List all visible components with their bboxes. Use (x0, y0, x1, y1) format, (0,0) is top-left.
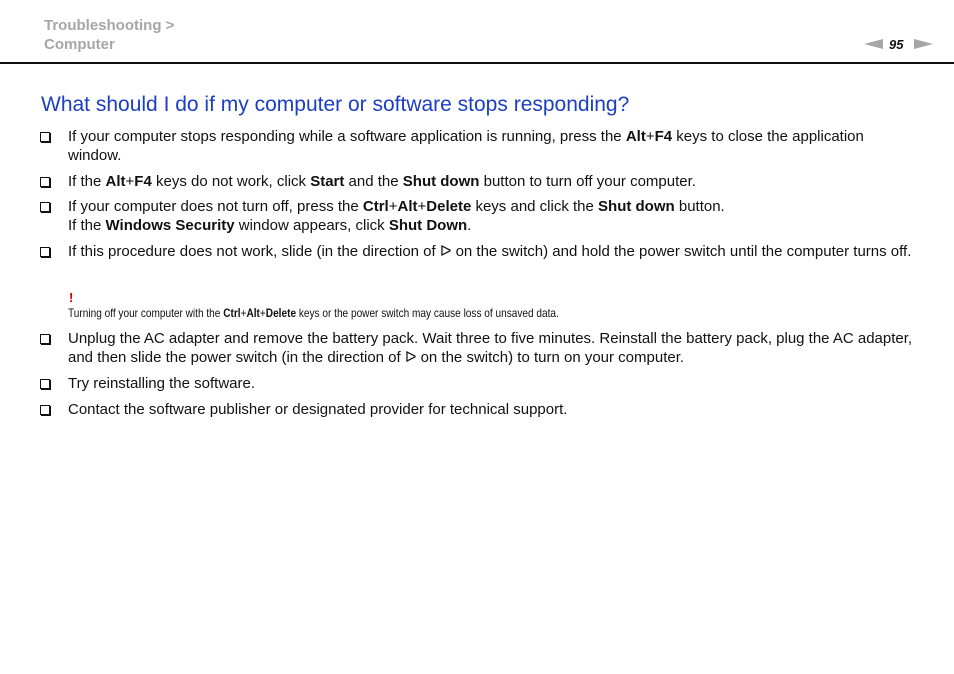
text-run: Try reinstalling the software. (68, 375, 256, 392)
text-run: If the (68, 173, 106, 190)
next-page-arrow-icon[interactable] (914, 39, 933, 49)
list-item-text (68, 242, 918, 261)
text-run: + (417, 198, 427, 215)
header-divider (0, 62, 954, 64)
warning-note (68, 291, 928, 321)
page-header (0, 0, 954, 64)
checkbox-bullet-icon (40, 379, 50, 389)
text-run: keys and click the (471, 198, 599, 215)
text-run: button to turn off your computer. (479, 173, 696, 190)
text-run: + (388, 198, 398, 215)
key-delete: Delete (265, 306, 297, 320)
checkbox-bullet-icon (40, 247, 50, 257)
key-ctrl: Ctrl (362, 198, 389, 215)
text-run: keys do not work, click (151, 173, 311, 190)
text-run: Contact the software publisher or designated provider for technical support. (68, 401, 568, 418)
text-run: keys to close the application window. (68, 128, 864, 164)
switch-direction-icon: ᐅ (439, 243, 452, 260)
list-item-line (68, 216, 918, 235)
key-f4: F4 (134, 173, 152, 190)
warning-icon: ! (69, 290, 74, 305)
start-label: Start (310, 173, 345, 190)
text-run: . (467, 217, 472, 234)
text-run: + (125, 173, 135, 190)
breadcrumb-computer[interactable]: Computer (44, 36, 115, 53)
text-run: on the switch) and hold the power switch until the computer turns off. (451, 243, 912, 260)
text-run: If your computer does not turn off, press the (68, 198, 363, 215)
list-item-text (68, 329, 918, 367)
breadcrumb-troubleshooting[interactable]: Troubleshooting > (44, 17, 175, 34)
checkbox-bullet-icon (40, 334, 50, 344)
shut-down-label: Shut Down (388, 217, 468, 234)
text-run: + (259, 306, 266, 320)
previous-page-arrow-icon[interactable] (864, 39, 883, 49)
text-run: + (645, 128, 655, 145)
windows-security-label: Windows Security (105, 217, 235, 234)
text-run: Turning off your computer with the (68, 306, 224, 320)
list-item-line (68, 197, 918, 216)
key-f4: F4 (654, 128, 673, 145)
text-run: Unplug the AC adapter and remove the battery pack. Wait three to five minutes. Reinstall the battery pack, plug the AC adapter, and then slide the power switch (in the direction of (68, 330, 913, 366)
text-run: and the (344, 173, 403, 190)
checkbox-bullet-icon (40, 132, 50, 142)
checkbox-bullet-icon (40, 177, 50, 187)
shut-down-label: Shut down (598, 198, 675, 215)
key-ctrl: Ctrl (223, 306, 241, 320)
warning-note-text (68, 305, 790, 321)
list-item-text (68, 172, 918, 191)
key-alt: Alt (246, 306, 260, 320)
list-item-text (68, 197, 918, 235)
page-title: What should I do if my computer or software stops responding? (41, 93, 630, 116)
key-alt: Alt (625, 128, 646, 145)
key-alt: Alt (105, 173, 126, 190)
text-run: on the switch) to turn on your computer. (416, 349, 685, 366)
list-item-text (68, 400, 918, 419)
list-item-text (68, 374, 918, 393)
key-alt: Alt (397, 198, 418, 215)
text-run: If your computer stops responding while a software application is running, press the (68, 128, 626, 145)
text-run: button. (674, 198, 725, 215)
checkbox-bullet-icon (40, 405, 50, 415)
shut-down-label: Shut down (402, 173, 480, 190)
text-run: window appears, click (234, 217, 389, 234)
switch-direction-icon: ᐅ (404, 349, 417, 366)
checkbox-bullet-icon (40, 202, 50, 212)
text-run: keys or the power switch may cause loss of unsaved data. (296, 306, 559, 320)
list-item-text (68, 127, 918, 165)
text-run: If the (68, 217, 106, 234)
page-number: 95 (889, 37, 904, 52)
text-run: + (240, 306, 247, 320)
text-run: If this procedure does not work, slide (in the direction of (68, 243, 440, 260)
key-delete: Delete (426, 198, 472, 215)
